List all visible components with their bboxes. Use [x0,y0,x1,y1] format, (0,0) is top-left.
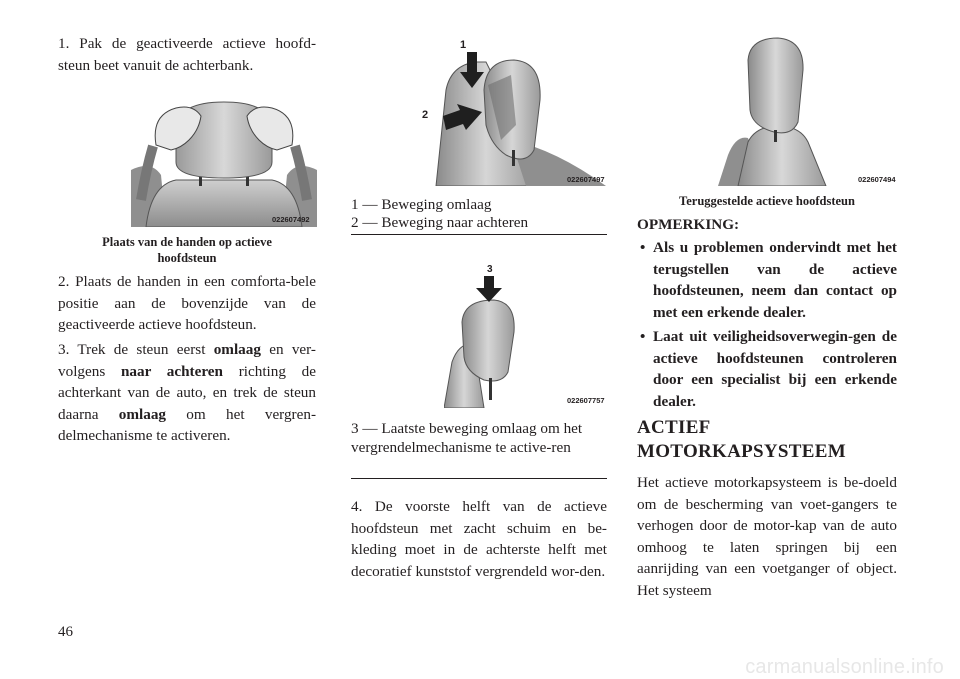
bullet-icon: • [640,328,646,345]
divider [351,478,607,479]
figure-caption-line-1: Plaats van de handen op actieve [102,235,272,249]
legend-2: 2 — Beweging naar achteren [351,214,529,231]
figure-caption: Teruggestelde actieve hoofdsteun [679,194,855,208]
watermark [0,656,960,678]
page-number: 46 [58,624,73,640]
headrest-motion-illustration [416,30,606,186]
section-body-text: Het actieve motorkapsysteem is be-doeld om de bescherming van voet-gangers te verhogen door de motor-kap van de auto omhoog te laten springen bij een aanrijding van een voetganger of object. Het systeem [637,474,897,599]
callout-1-label: 1 [460,39,467,51]
step-4-text: 4. De voorste helft van de actieve hoofdsteun met zacht schuim en be-kleding moet in de achterste helft met decoratief kunststof vergrendeld wor-den. [351,498,607,580]
figure-code: 022607492 [272,215,310,224]
divider [351,234,607,235]
step-3-part-e: richting de achterkant van de auto, en trek de steun daarna [58,362,316,423]
watermark-text: carmanualsonline.info [745,656,944,678]
step-2-text: 2. Plaats de handen in een comforta-bele positie aan de bovenzijde van de geactiveerde actieve hoofdsteun. [58,273,316,334]
callout-2-label: 2 [422,109,429,121]
step-3-part-c: en ver-volgens [58,341,316,380]
note-label: OPMERKING: [637,216,740,233]
step-3-omlaag: omlaag [213,341,261,358]
section-heading-line-2: MOTORKAPSYSTEEM [637,441,846,462]
step-3-naar-achteren: naar achteren [120,362,223,380]
step-3-text [58,339,316,447]
note-bullet-2 [640,326,897,412]
step-3-part-g: om het vergren-delmechanisme te activeren. [58,405,317,445]
figure-reset-headrest [708,30,896,186]
figure-code: 022607757 [567,396,605,405]
reset-headrest-illustration [708,30,896,186]
figure-headrest-motion [416,30,606,186]
callout-3-label: 3 [487,264,493,275]
hands-on-headrest-illustration [131,100,317,227]
step-3-part-a: 3. Trek de steun eerst [58,341,214,358]
note-bullet-2-text: Laat uit veiligheidsoverwegin-gen de actieve hoofdsteunen controleren door een specialist bij een erkende dealer. [653,328,897,410]
step-3-omlaag-2: omlaag [118,405,167,423]
section-heading-line-1: ACTIEF [637,417,711,438]
figure-hands-on-headrest [131,100,317,227]
figure-final-motion [444,262,606,408]
legend-3: 3 — Laatste beweging omlaag om het vergrendelmechanisme te active-ren [351,420,583,456]
step-1-text: 1. Pak de geactiveerde actieve hoofd-steun beet vanuit de achterbank. [58,35,316,74]
note-bullet-1 [640,237,897,323]
final-motion-illustration [444,262,606,408]
legend-1: 1 — Beweging omlaag [351,196,492,213]
figure-code: 022607494 [858,175,896,184]
figure-code: 022607497 [567,175,605,184]
figure-caption-line-2: hoofdsteun [157,251,217,265]
bullet-icon: • [640,239,646,256]
note-bullet-1-text: Als u problemen ondervindt met het terugstellen van de actieve hoofdsteunen, neem dan contact op met een erkende dealer. [653,239,897,321]
